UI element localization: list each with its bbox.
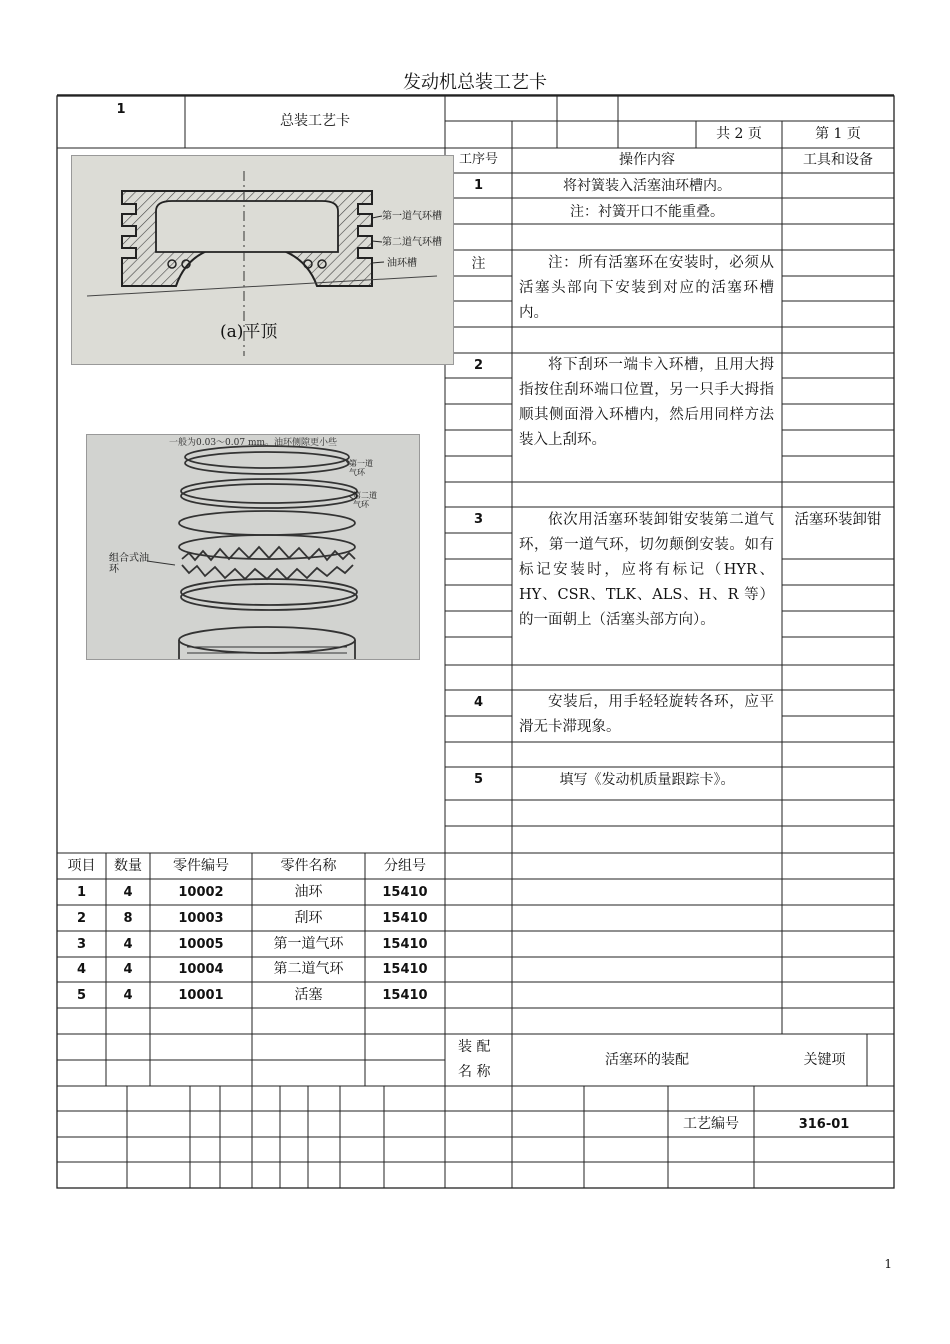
parts-header-qty: 数量	[114, 858, 142, 874]
label-second-ring-groove: 第二道气环槽	[382, 237, 442, 248]
part-name: 第二道气环	[273, 961, 344, 977]
part-group-no: 15410	[382, 988, 428, 1003]
label-first-ring: 第一道气环	[349, 459, 373, 477]
op-text-4: 安装后，用手轻轻旋转各环，应平滑无卡滞现象。	[519, 694, 774, 735]
parts-header-group-no: 分组号	[384, 858, 426, 874]
part-group-no: 15410	[382, 937, 428, 952]
part-qty: 4	[123, 988, 133, 1003]
parts-header-part-no: 零件编号	[173, 858, 229, 874]
part-no: 10002	[178, 885, 224, 900]
label-oil-ring-groove: 油环槽	[387, 258, 417, 269]
ops-header-content: 操作内容	[619, 152, 675, 168]
op-text-3: 依次用活塞环装卸钳安装第二道气环，第一道气环，切勿颠倒安装。如有标记安装时，应将有标记（HYR、HY、CSR、TLK、ALS、H、R 等）的一面朝上（活塞头部方向）。	[519, 512, 774, 628]
part-no: 10003	[178, 911, 224, 926]
assembly-name: 活塞环的装配	[605, 1052, 689, 1068]
figure2-top-text: 一般为0.03～0.07 mm。油环侧隙更小些	[169, 438, 338, 448]
part-no: 10005	[178, 937, 224, 952]
page-number: 1	[884, 1257, 892, 1271]
op-step-3: 3	[473, 512, 484, 527]
part-qty: 4	[123, 885, 133, 900]
op-step-2: 2	[473, 358, 484, 373]
parts-header-item: 项目	[67, 858, 96, 874]
part-item: 1	[76, 885, 87, 900]
card-number: 1	[116, 102, 126, 117]
parts-header-part-name: 零件名称	[280, 858, 337, 874]
part-item: 4	[76, 962, 87, 977]
label-oil-ring: 组合式油环	[109, 553, 149, 575]
label-second-ring: 第二道气环	[353, 491, 377, 509]
current-page: 第 1 页	[815, 126, 861, 142]
op-step-4: 4	[473, 695, 484, 710]
part-name: 第一道气环	[273, 936, 344, 952]
card-name: 总装工艺卡	[280, 113, 350, 129]
part-item: 5	[76, 988, 87, 1003]
key-item-label: 关键项	[803, 1052, 846, 1068]
part-item: 2	[76, 911, 87, 926]
assembly-label-line2: 名 称	[458, 1064, 491, 1080]
assembly-label-line1: 装 配	[458, 1039, 491, 1055]
op-text-1: 将衬簧装入活塞油环槽内。	[563, 178, 731, 194]
op-step-1: 1	[473, 178, 484, 193]
part-qty: 4	[123, 962, 133, 977]
part-name: 油环	[294, 884, 323, 900]
part-qty: 4	[123, 937, 133, 952]
op-text-5: 填写《发动机质量跟踪卡》。	[559, 772, 735, 788]
op-text-2: 将下刮环一端卡入环槽，且用大拇指按住刮环端口位置，另一只手大拇指顺其侧面滑入环槽内，然后用同样方法装入上刮环。	[519, 357, 774, 448]
part-group-no: 15410	[382, 885, 428, 900]
ops-header-tools: 工具和设备	[803, 152, 873, 168]
part-item: 3	[76, 937, 87, 952]
part-no: 10001	[178, 988, 224, 1003]
op-text-1-note: 注：衬簧开口不能重叠。	[570, 204, 724, 220]
process-no-label: 工艺编号	[683, 1116, 739, 1132]
part-no: 10004	[178, 962, 224, 977]
piston-rings-photo	[86, 434, 420, 660]
op-tool-3: 活塞环装卸钳	[794, 512, 882, 528]
op-step-5: 5	[473, 772, 484, 787]
ops-header-step: 工序号	[458, 152, 498, 167]
part-qty: 8	[123, 911, 133, 926]
part-group-no: 15410	[382, 911, 428, 926]
label-first-ring-groove: 第一道气环槽	[382, 211, 442, 222]
total-pages: 共 2 页	[716, 126, 762, 142]
op-text-note: 注：所有活塞环在安装时，必须从活塞头部向下安装到对应的活塞环槽内。	[519, 255, 774, 321]
part-name: 活塞	[294, 987, 323, 1003]
op-step-note: 注	[471, 256, 486, 272]
document-title: 发动机总装工艺卡	[403, 72, 547, 93]
piston-section-photo	[71, 155, 454, 365]
part-name: 刮环	[294, 910, 323, 926]
part-group-no: 15410	[382, 962, 428, 977]
process-no: 316-01	[798, 1117, 850, 1132]
figure1-caption: (a)平顶	[220, 322, 278, 342]
